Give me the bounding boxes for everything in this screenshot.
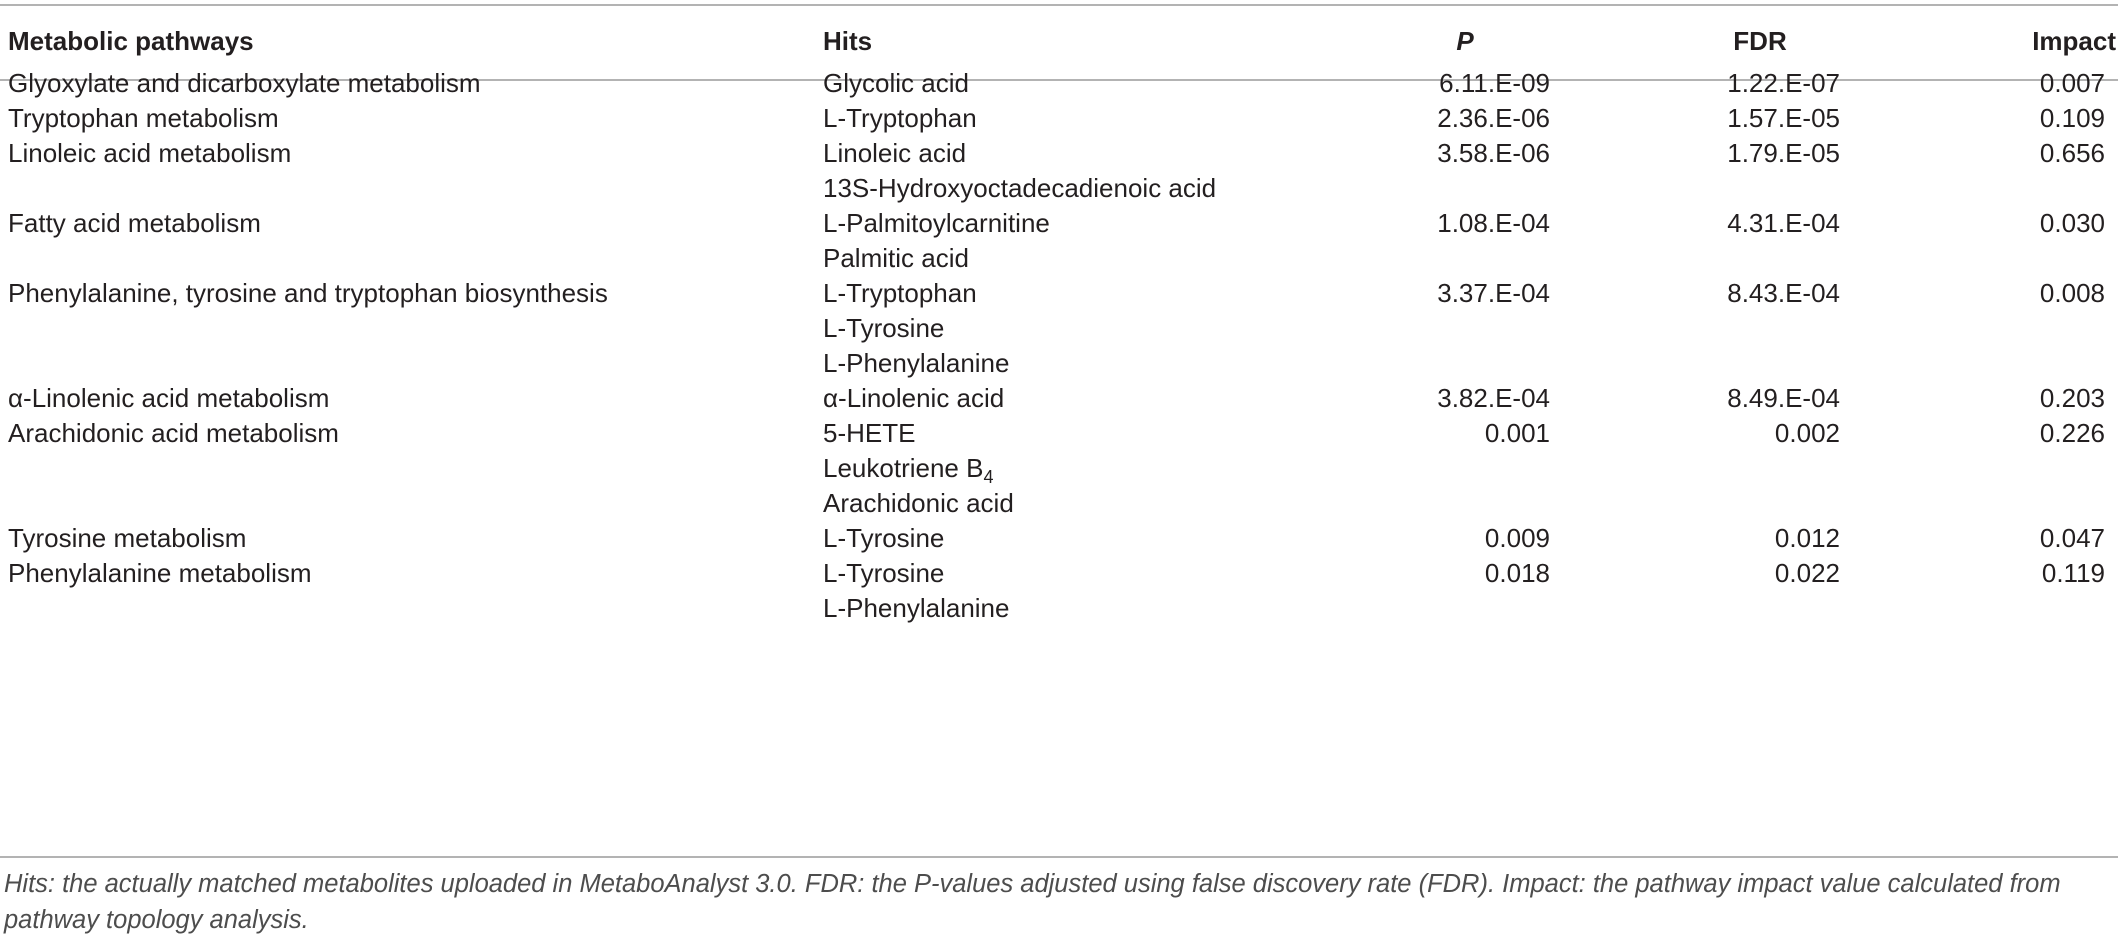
row-hit [823,453,994,487]
row-hit-text: α-Linolenic acid [823,383,1005,413]
header-hits: Hits [823,26,873,56]
header-pathway: Metabolic pathways [8,26,254,56]
row-p-value: 3.82.E-04 [1437,383,1550,413]
row-fdr-value: 8.43.E-04 [1727,278,1840,308]
row-impact-value: 0.030 [2039,208,2105,238]
row-hit-text: L-Phenylalanine [823,348,1010,378]
row-fdr-value: 8.49.E-04 [1727,383,1840,413]
row-hit [823,313,944,343]
row-hit-text: Arachidonic acid [823,488,1014,518]
row-hit [823,173,1216,203]
row-hit-text: L-Tyrosine [823,313,945,343]
row-p-value: 0.001 [1484,418,1550,448]
row-fdr-value: 1.79.E-05 [1727,138,1840,168]
row-hit-text: L-Palmitoylcarnitine [823,208,1050,238]
row-hit [823,523,944,553]
row-impact-value: 0.007 [2039,68,2105,98]
row-p-value: 6.11.E-09 [1439,68,1550,98]
row-pathway: Linoleic acid metabolism [8,138,292,168]
row-hit-text: L-Tyrosine [823,523,945,553]
row-hit [823,103,977,133]
row-impact-value: 0.008 [2039,278,2105,308]
row-pathway: Phenylalanine metabolism [8,558,312,588]
row-p-value: 1.08.E-04 [1437,208,1550,238]
row-hit-text: 13S-Hydroxyoctadecadienoic acid [823,173,1217,203]
row-hit [823,383,1004,413]
row-hit-text: Leukotriene B [823,453,984,483]
header-fdr: FDR [1733,26,1787,56]
row-impact-value: 0.047 [2039,523,2105,553]
row-impact-value: 0.226 [2039,418,2105,448]
row-hit [823,68,969,98]
row-fdr-value: 0.022 [1774,558,1840,588]
row-impact-value: 0.119 [2041,558,2105,588]
row-hit-text: L-Tryptophan [823,278,977,308]
row-pathway: Fatty acid metabolism [8,208,261,238]
row-impact-value: 0.656 [2039,138,2105,168]
row-hit [823,558,944,588]
row-hit-text: Linoleic acid [823,138,967,168]
row-impact-value: 0.203 [2039,383,2105,413]
table-footnote: Hits: the actually matched metabolites uploaded in MetaboAnalyst 3.0. FDR: the P-values adjusted using false discovery rate (FDR). Impact: the pathway impact value calculated from pathway topology analysis. [4,870,2061,934]
row-p-value: 3.37.E-04 [1437,278,1550,308]
row-hit [823,243,969,273]
row-hit-text: L-Phenylalanine [823,593,1010,623]
header-p: P [1456,26,1474,56]
row-pathway: α-Linolenic acid metabolism [8,383,330,413]
row-hit [823,418,915,448]
table-bottom-rule [0,856,2118,858]
row-fdr-value: 4.31.E-04 [1727,208,1840,238]
row-p-value: 3.58.E-06 [1437,138,1550,168]
row-fdr-value: 1.57.E-05 [1727,103,1840,133]
row-hit [823,488,1014,518]
row-hit [823,278,977,308]
row-impact-value: 0.109 [2039,103,2105,133]
row-fdr-value: 0.002 [1774,418,1840,448]
row-hit [823,208,1050,238]
row-pathway: Phenylalanine, tyrosine and tryptophan biosynthesis [8,278,608,308]
row-pathway: Tryptophan metabolism [8,103,279,133]
row-hit [823,593,1009,623]
row-fdr-value: 0.012 [1774,523,1840,553]
row-pathway: Tyrosine metabolism [8,523,247,553]
row-pathway: Arachidonic acid metabolism [8,418,339,448]
header-impact: Impact [2032,26,2116,56]
row-hit-text: Palmitic acid [823,243,969,273]
row-hit-text: 5-HETE [823,418,916,448]
table-top-rule [0,4,2118,6]
row-p-value: 0.009 [1484,523,1550,553]
row-hit-text: L-Tyrosine [823,558,945,588]
row-hit-text: L-Tryptophan [823,103,977,133]
row-p-value: 0.018 [1484,558,1550,588]
row-hit-text: Glycolic acid [823,68,969,98]
row-p-value: 2.36.E-06 [1437,103,1550,133]
row-hit-subscript: 4 [983,467,994,487]
row-hit [823,348,1009,378]
row-hit [823,138,966,168]
row-fdr-value: 1.22.E-07 [1727,68,1840,98]
row-pathway: Glyoxylate and dicarboxylate metabolism [8,68,481,98]
